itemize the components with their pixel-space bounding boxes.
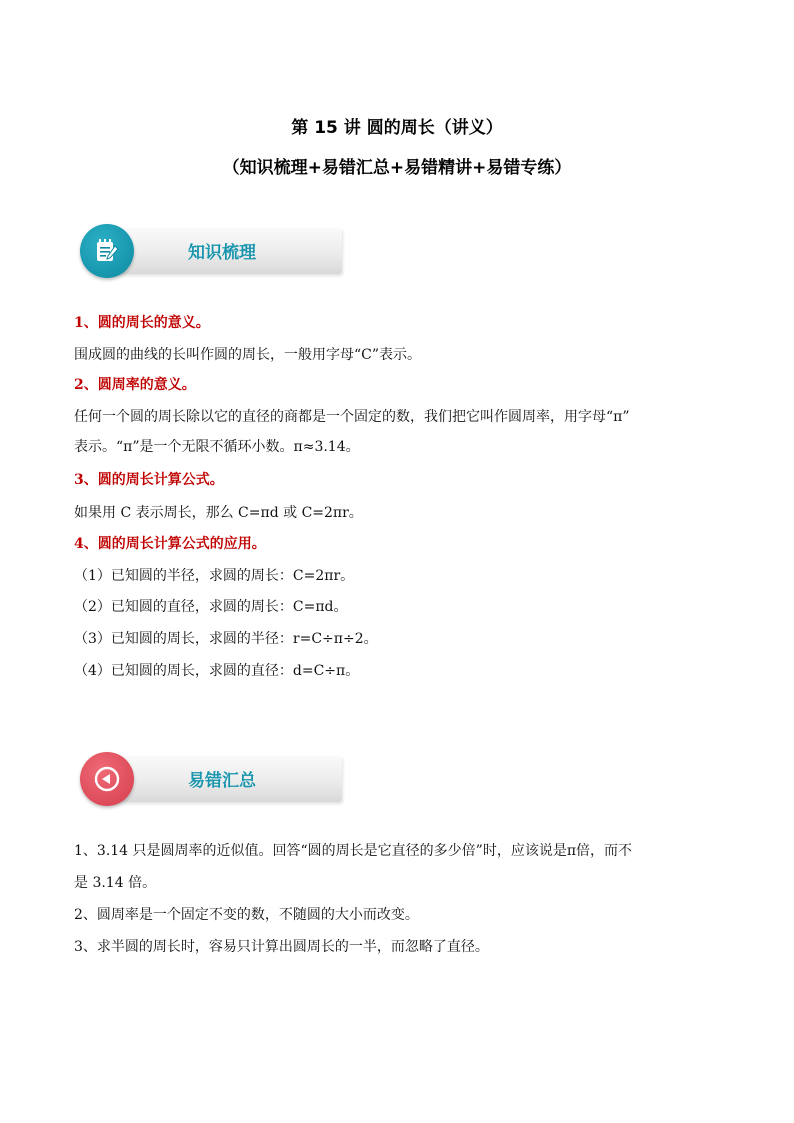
- section-label: 知识梳理: [188, 243, 256, 263]
- section-heading: 1、圆的周长的意义。: [74, 315, 210, 331]
- page-subtitle: （知识梳理+易错汇总+易错精讲+易错专练）: [222, 158, 572, 178]
- section-banner-knowledge: [80, 224, 342, 282]
- body-text: 1、3.14 只是圆周率的近似值。回答“圆的周长是它直径的多少倍”时，应该说是π倍，而不: [74, 843, 633, 859]
- body-text: （2）已知圆的直径，求圆的周长：C=πd。: [74, 599, 348, 615]
- body-text: （4）已知圆的周长，求圆的直径：d=C÷π。: [74, 663, 360, 679]
- triangle-left-icon: [80, 752, 134, 806]
- body-text: 表示。“π”是一个无限不循环小数。π≈3.14。: [74, 439, 360, 455]
- body-text: 围成圆的曲线的长叫作圆的周长，一般用字母“C”表示。: [74, 347, 422, 363]
- body-text: 如果用 C 表示周长，那么 C=πd 或 C=2πr。: [74, 505, 363, 521]
- body-text: 2、圆周率是一个固定不变的数，不随圆的大小而改变。: [74, 907, 419, 923]
- body-text: （1）已知圆的半径，求圆的周长：C=2πr。: [74, 568, 355, 584]
- section-label: 易错汇总: [188, 771, 256, 791]
- page-title: 第 15 讲 圆的周长（讲义）: [291, 118, 503, 138]
- body-text: 3、求半圆的周长时，容易只计算出圆周长的一半，而忽略了直径。: [74, 939, 489, 955]
- section-heading: 2、圆周率的意义。: [74, 377, 196, 393]
- section-heading: 3、圆的周长计算公式。: [74, 472, 224, 488]
- section-banner-errors: [80, 752, 342, 810]
- section-heading: 4、圆的周长计算公式的应用。: [74, 536, 266, 552]
- body-text: 是 3.14 倍。: [74, 875, 157, 891]
- body-text: （3）已知圆的周长，求圆的半径：r=C÷π÷2。: [74, 631, 378, 647]
- notepad-pen-icon: [80, 224, 134, 278]
- body-text: 任何一个圆的周长除以它的直径的商都是一个固定的数，我们把它叫作圆周率，用字母“π”: [74, 409, 630, 425]
